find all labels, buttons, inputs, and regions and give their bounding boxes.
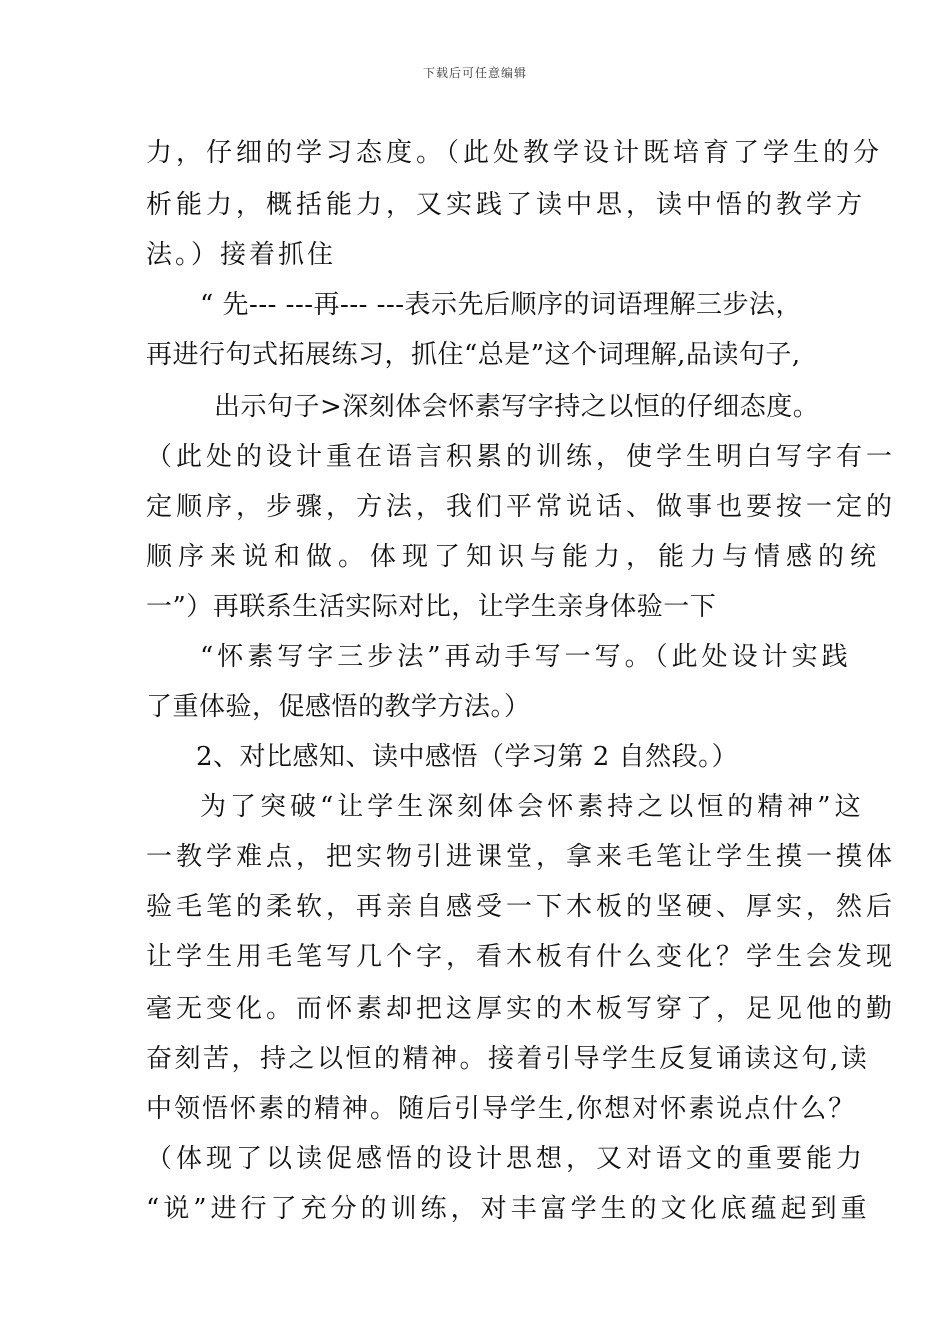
text-line-20	[0, 1092, 950, 1126]
text-line-18	[0, 992, 950, 1026]
text-line-22	[0, 1192, 950, 1226]
text-line-1	[0, 136, 950, 170]
text-line-5-content: 再进行句式拓展练习，抓住“总是”这个词理解,品读句子,	[146, 340, 801, 370]
text-line-17	[0, 940, 950, 974]
text-line-2	[0, 188, 950, 222]
text-line-20-content: 中领悟怀素的精神。随后引导学生,你想对怀素说点什么？	[146, 1094, 857, 1124]
text-line-12-content: 了重体验，促感悟的教学方法。）	[146, 692, 531, 722]
text-line-9	[0, 540, 950, 574]
text-line-4-content: “ 先--- ---再--- ---表示先后顺序的词语理解三步法，	[200, 290, 803, 320]
text-line-7-content: （此处的设计重在语言积累的训练，使学生明白写字有一	[146, 442, 897, 472]
text-line-6-content: 出示句子>深刻体会怀素写字持之以恒的仔细态度。	[214, 392, 820, 422]
text-line-14-content: 为了突破“让学生深刻体会怀素持之以恒的精神”这	[200, 792, 865, 822]
text-line-19	[0, 1042, 950, 1076]
text-line-14	[0, 790, 950, 824]
text-line-7	[0, 440, 950, 474]
text-line-17-content: 让学生用毛笔写几个字，看木板有什么变化？学生会发现	[146, 942, 897, 972]
text-line-16	[0, 890, 950, 924]
text-line-10	[0, 590, 950, 624]
text-line-3	[0, 238, 950, 272]
text-line-9-content: 顺序来说和做。体现了知识与能力，能力与情感的统	[146, 542, 883, 572]
text-line-10-content: 一”）再联系生活实际对比，让学生亲身体验一下	[146, 592, 717, 622]
text-line-13-content: 2、对比感知、读中感悟（学习第 2 自然段。）	[196, 742, 739, 772]
text-line-6	[0, 390, 950, 424]
text-line-1-content: 力，仔细的学习态度。（此处教学设计既培育了学生的分	[146, 138, 884, 168]
text-line-11	[0, 640, 950, 674]
text-line-12	[0, 690, 950, 724]
text-line-3-content: 法。）接着抓住	[146, 240, 337, 270]
page-header: 下载后可任意编辑	[422, 66, 527, 80]
text-line-21-content: （体现了以读促感悟的设计思想，又对语文的重要能力	[146, 1144, 867, 1174]
text-line-13	[0, 740, 950, 774]
text-line-5	[0, 338, 950, 372]
text-line-8-content: 定顺序，步骤，方法，我们平常说话、做事也要按一定的	[146, 492, 897, 522]
text-line-4	[0, 288, 950, 322]
text-line-16-content: 验毛笔的柔软，再亲自感受一下木板的坚硬、厚实，然后	[146, 892, 897, 922]
text-line-15	[0, 840, 950, 874]
text-line-8	[0, 490, 950, 524]
text-line-15-content: 一教学难点，把实物引进课堂，拿来毛笔让学生摸一摸体	[146, 842, 897, 872]
text-line-18-content: 毫无变化。而怀素却把这厚实的木板写穿了，足见他的勤	[146, 994, 897, 1024]
text-line-2-content: 析能力，概括能力，又实践了读中思，读中悟的教学方	[146, 190, 867, 220]
text-line-22-content: “说”进行了充分的训练，对丰富学生的文化底蕴起到重	[146, 1194, 871, 1224]
text-line-21	[0, 1142, 950, 1176]
text-line-19-content: 奋刻苦，持之以恒的精神。接着引导学生反复诵读这句,读	[146, 1044, 870, 1074]
text-line-11-content: “怀素写字三步法”再动手写一写。（此处设计实践	[200, 642, 852, 672]
